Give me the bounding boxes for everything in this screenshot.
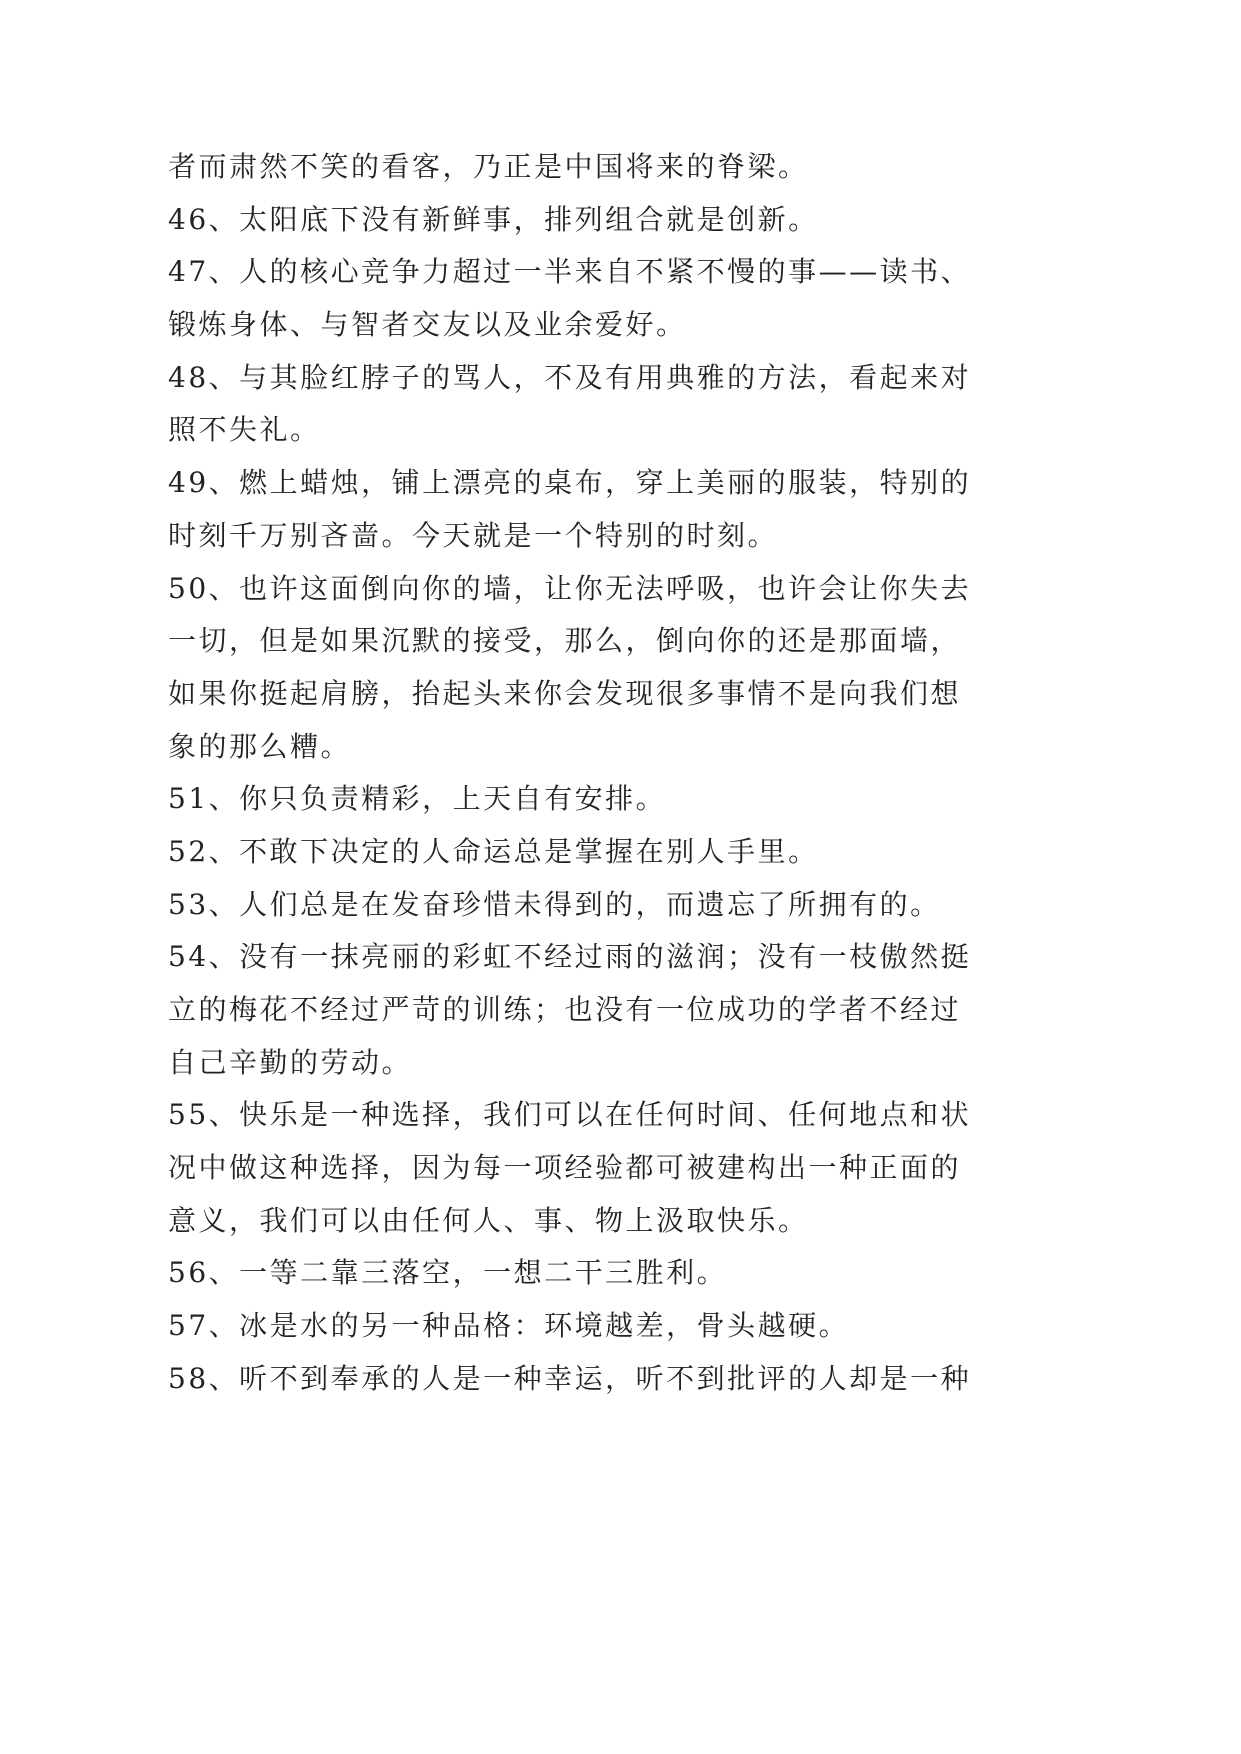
text-line: 47、人的核心竞争力超过一半来自不紧不慢的事——读书、 [168, 255, 972, 289]
text-line: 54、没有一抹亮丽的彩虹不经过雨的滋润；没有一枝傲然挺 [168, 940, 972, 974]
text-line: 50、也许这面倒向你的墙，让你无法呼吸，也许会让你失去 [168, 571, 972, 605]
document-body [168, 141, 972, 1406]
text-line: 58、听不到奉承的人是一种幸运，听不到批评的人却是一种 [168, 1361, 972, 1395]
text-line: 56、一等二靠三落空，一想二干三胜利。 [168, 1256, 728, 1290]
text-line: 锻炼身体、与智者交友以及业余爱好。 [168, 308, 687, 342]
text-line: 48、与其脸红脖子的骂人，不及有用典雅的方法，看起来对 [168, 360, 972, 394]
text-line: 49、燃上蜡烛，铺上漂亮的桌布，穿上美丽的服装，特别的 [168, 466, 972, 500]
text-line: 53、人们总是在发奋珍惜未得到的，而遗忘了所拥有的。 [168, 887, 941, 921]
text-line: 况中做这种选择，因为每一项经验都可被建构出一种正面的 [168, 1151, 962, 1185]
text-line: 者而肃然不笑的看客，乃正是中国将来的脊梁。 [168, 150, 809, 183]
text-line: 象的那么糟。 [168, 729, 352, 763]
text-line: 一切，但是如果沉默的接受，那么，倒向你的还是那面墙， [168, 624, 962, 658]
text-line: 46、太阳底下没有新鲜事，排列组合就是创新。 [168, 202, 819, 236]
text-line: 立的梅花不经过严苛的训练；也没有一位成功的学者不经过 [168, 993, 962, 1026]
text-line: 57、冰是水的另一种品格：环境越差，骨头越硬。 [168, 1309, 850, 1343]
text-line: 如果你挺起肩膀，抬起头来你会发现很多事情不是向我们想 [168, 676, 962, 710]
text-line: 55、快乐是一种选择，我们可以在任何时间、任何地点和状 [168, 1098, 972, 1132]
text-line: 52、不敢下决定的人命运总是掌握在别人手里。 [168, 834, 819, 868]
text-line: 51、你只负责精彩，上天自有安排。 [168, 782, 667, 816]
text-line: 时刻千万别吝啬。今天就是一个特别的时刻。 [168, 518, 779, 552]
text-line: 自己辛勤的劳动。 [168, 1045, 413, 1079]
text-line: 照不失礼。 [168, 413, 321, 447]
text-line: 意义，我们可以由任何人、事、物上汲取快乐。 [168, 1203, 809, 1237]
